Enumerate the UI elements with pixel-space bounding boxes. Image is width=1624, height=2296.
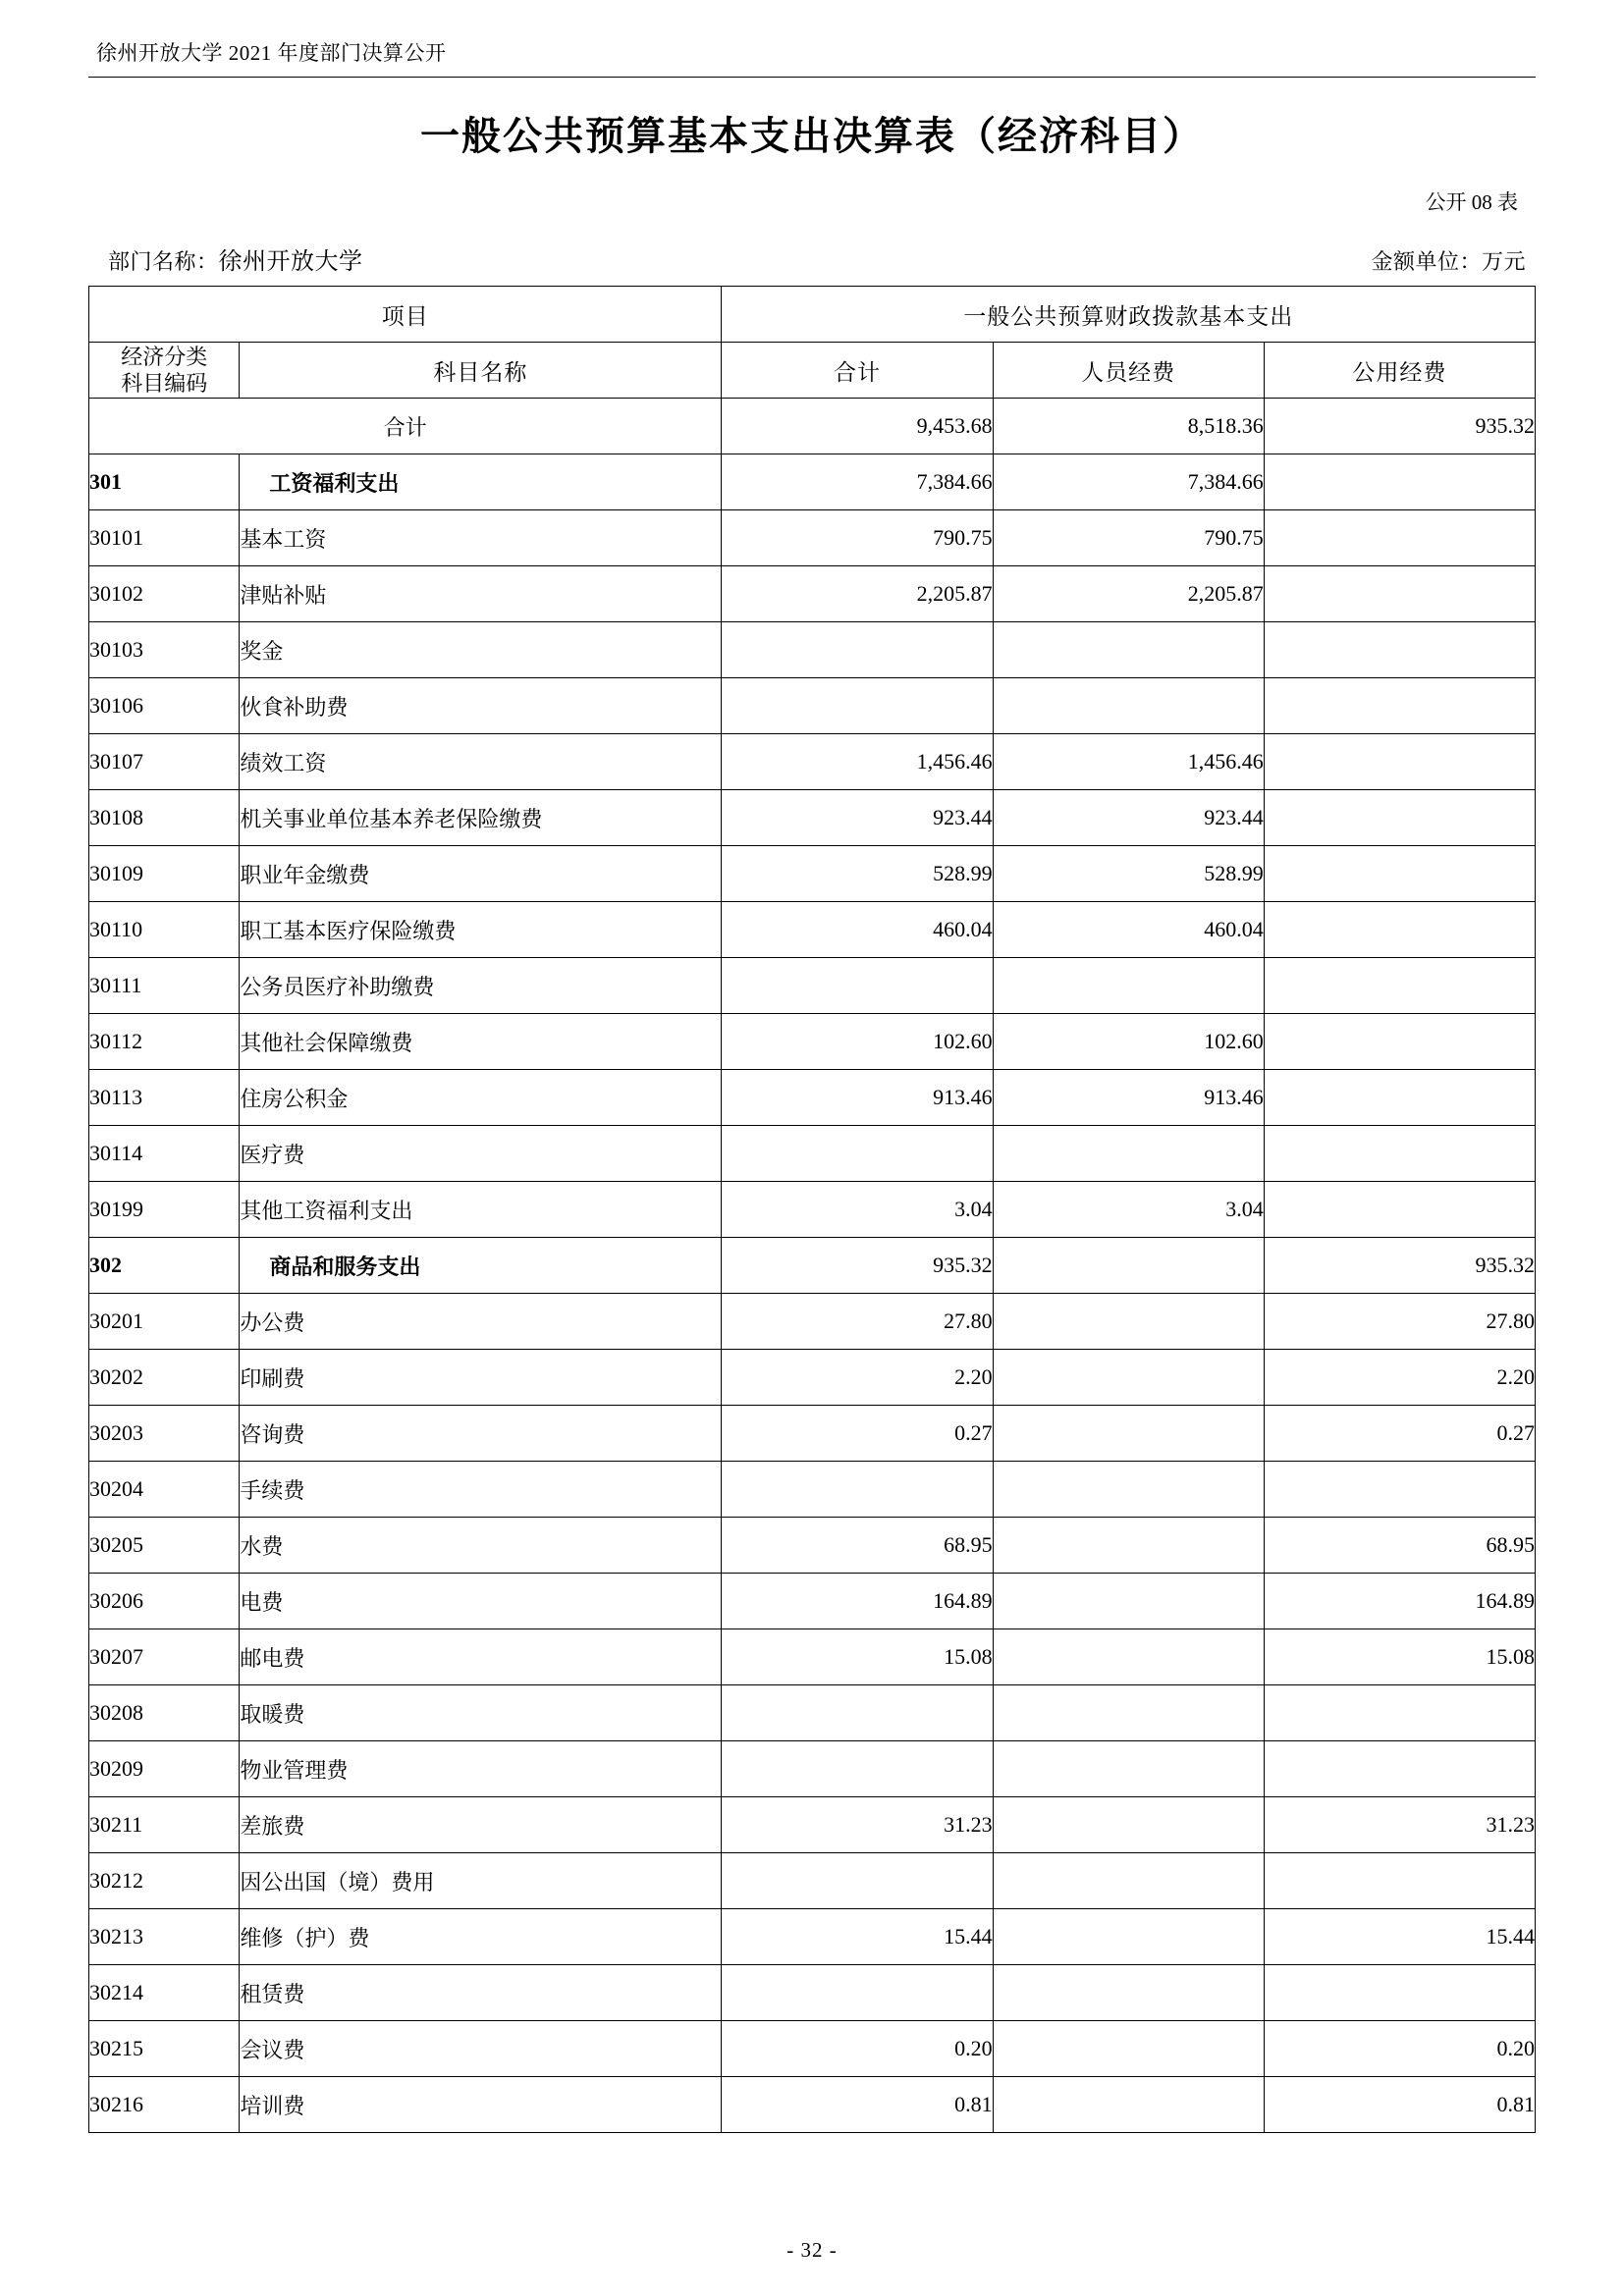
- row-personnel: [993, 678, 1264, 734]
- row-total: [722, 1853, 993, 1909]
- table-row: [89, 1853, 1536, 1909]
- row-personnel: 913.46: [993, 1070, 1264, 1126]
- row-total: 460.04: [722, 902, 993, 958]
- row-total: 7,384.66: [722, 454, 993, 510]
- row-code: 30215: [89, 2021, 240, 2077]
- row-subject-name: 租赁费: [240, 1965, 722, 2021]
- row-personnel: [993, 1126, 1264, 1182]
- row-total: 102.60: [722, 1014, 993, 1070]
- header-economic-code-line1: 经济分类: [121, 344, 208, 369]
- row-public: [1264, 1685, 1535, 1741]
- row-total: 0.81: [722, 2077, 993, 2133]
- table-row: [89, 790, 1536, 846]
- header-project: 项目: [89, 287, 722, 343]
- row-total: [722, 1741, 993, 1797]
- table-row: [89, 454, 1536, 510]
- table-header-row: [89, 343, 1536, 399]
- sheet-number: 公开 08 表: [1425, 190, 1518, 214]
- row-code: 30101: [89, 510, 240, 566]
- page-title: 一般公共预算基本支出决算表（经济科目）: [420, 114, 1204, 158]
- table-row: [89, 2021, 1536, 2077]
- row-personnel: [993, 1350, 1264, 1406]
- row-personnel: [993, 2021, 1264, 2077]
- row-total: 0.20: [722, 2021, 993, 2077]
- row-total: 27.80: [722, 1294, 993, 1350]
- row-personnel: [993, 1574, 1264, 1629]
- row-subject-name: 水费: [240, 1518, 722, 1574]
- row-public: [1264, 1182, 1535, 1238]
- row-public: 0.27: [1264, 1406, 1535, 1462]
- row-public: [1264, 1070, 1535, 1126]
- row-total: 68.95: [722, 1518, 993, 1574]
- row-subject-name: 其他社会保障缴费: [240, 1014, 722, 1070]
- row-subject-name: 差旅费: [240, 1797, 722, 1853]
- table-row: [89, 1350, 1536, 1406]
- header-funding: 一般公共预算财政拨款基本支出: [722, 287, 1536, 343]
- row-public: 935.32: [1264, 1238, 1535, 1294]
- row-public: [1264, 1126, 1535, 1182]
- row-subject-name: 物业管理费: [240, 1741, 722, 1797]
- meta-row: [88, 241, 1536, 286]
- row-total: 2,205.87: [722, 566, 993, 622]
- table-row: [89, 1518, 1536, 1574]
- row-personnel: [993, 1518, 1264, 1574]
- header-economic-code: [89, 343, 240, 399]
- row-subject-name: 绩效工资: [240, 734, 722, 790]
- row-subject-name: 职工基本医疗保险缴费: [240, 902, 722, 958]
- row-code: 30201: [89, 1294, 240, 1350]
- table-row: [89, 566, 1536, 622]
- row-code: 30212: [89, 1853, 240, 1909]
- row-code: 30208: [89, 1685, 240, 1741]
- table-body: [89, 399, 1536, 2133]
- row-subject-name: 伙食补助费: [240, 678, 722, 734]
- table-row: [89, 1685, 1536, 1741]
- row-public: 2.20: [1264, 1350, 1535, 1406]
- row-public: [1264, 454, 1535, 510]
- table-row: [89, 2077, 1536, 2133]
- row-subject-name: 住房公积金: [240, 1070, 722, 1126]
- row-code: 30213: [89, 1909, 240, 1965]
- department-label: 部门名称：: [108, 249, 219, 274]
- table-row: [89, 1014, 1536, 1070]
- row-public: [1264, 734, 1535, 790]
- row-personnel: [993, 1294, 1264, 1350]
- row-public: 0.20: [1264, 2021, 1535, 2077]
- row-public: [1264, 958, 1535, 1014]
- row-total: 528.99: [722, 846, 993, 902]
- row-personnel: [993, 1238, 1264, 1294]
- row-subject-name: 津贴补贴: [240, 566, 722, 622]
- row-code: 30113: [89, 1070, 240, 1126]
- row-public: [1264, 678, 1535, 734]
- row-subject-name: 维修（护）费: [240, 1909, 722, 1965]
- row-personnel: [993, 2077, 1264, 2133]
- row-total: [722, 1685, 993, 1741]
- row-subject-name: 奖金: [240, 622, 722, 678]
- table-row: [89, 902, 1536, 958]
- row-total: 923.44: [722, 790, 993, 846]
- table-row: [89, 1294, 1536, 1350]
- row-subject-name: 医疗费: [240, 1126, 722, 1182]
- row-public: 31.23: [1264, 1797, 1535, 1853]
- table-row: [89, 678, 1536, 734]
- table-row: [89, 622, 1536, 678]
- row-total: 2.20: [722, 1350, 993, 1406]
- row-public: 15.08: [1264, 1629, 1535, 1685]
- row-total: 790.75: [722, 510, 993, 566]
- row-personnel: [993, 1965, 1264, 2021]
- row-subject-name: 培训费: [240, 2077, 722, 2133]
- row-subject-name: 基本工资: [240, 510, 722, 566]
- row-subject-name: 印刷费: [240, 1350, 722, 1406]
- row-personnel: [993, 1853, 1264, 1909]
- row-total: [722, 1462, 993, 1518]
- header-economic-code-line2: 科目编码: [121, 371, 208, 396]
- summary-row: [89, 399, 1536, 454]
- row-subject-name: 职业年金缴费: [240, 846, 722, 902]
- summary-label: 合计: [89, 399, 722, 454]
- row-subject-name: 因公出国（境）费用: [240, 1853, 722, 1909]
- row-personnel: [993, 1406, 1264, 1462]
- row-public: [1264, 846, 1535, 902]
- row-public: [1264, 1462, 1535, 1518]
- row-code: 30214: [89, 1965, 240, 2021]
- table-header-group-row: [89, 287, 1536, 343]
- row-subject-name: 取暖费: [240, 1685, 722, 1741]
- row-total: [722, 1965, 993, 2021]
- row-public: 164.89: [1264, 1574, 1535, 1629]
- row-personnel: 102.60: [993, 1014, 1264, 1070]
- table-row: [89, 1629, 1536, 1685]
- row-code: 30205: [89, 1518, 240, 1574]
- row-total: 0.27: [722, 1406, 993, 1462]
- row-total: [722, 1126, 993, 1182]
- table-row: [89, 1070, 1536, 1126]
- summary-personnel: 8,518.36: [993, 399, 1264, 454]
- row-public: [1264, 790, 1535, 846]
- table-row: [89, 1797, 1536, 1853]
- header-total: 合计: [722, 343, 993, 399]
- row-code: 30108: [89, 790, 240, 846]
- row-code: 30204: [89, 1462, 240, 1518]
- table-row: [89, 1462, 1536, 1518]
- department-info: [108, 241, 363, 276]
- row-personnel: [993, 1797, 1264, 1853]
- table-row: [89, 1741, 1536, 1797]
- row-code: 30107: [89, 734, 240, 790]
- row-personnel: 2,205.87: [993, 566, 1264, 622]
- row-personnel: [993, 1741, 1264, 1797]
- row-subject-name: 公务员医疗补助缴费: [240, 958, 722, 1014]
- row-total: 1,456.46: [722, 734, 993, 790]
- row-subject-name: 机关事业单位基本养老保险缴费: [240, 790, 722, 846]
- row-code: 30203: [89, 1406, 240, 1462]
- row-code: 30202: [89, 1350, 240, 1406]
- row-public: 27.80: [1264, 1294, 1535, 1350]
- row-personnel: 1,456.46: [993, 734, 1264, 790]
- summary-total: 9,453.68: [722, 399, 993, 454]
- table-row: [89, 734, 1536, 790]
- row-code: 30216: [89, 2077, 240, 2133]
- row-subject-name: 咨询费: [240, 1406, 722, 1462]
- row-code: 30103: [89, 622, 240, 678]
- table-row: [89, 846, 1536, 902]
- row-subject-name: 工资福利支出: [240, 454, 722, 510]
- row-personnel: 7,384.66: [993, 454, 1264, 510]
- row-personnel: 460.04: [993, 902, 1264, 958]
- header-divider: [88, 77, 1536, 78]
- table-row: [89, 1238, 1536, 1294]
- row-public: 15.44: [1264, 1909, 1535, 1965]
- row-personnel: 3.04: [993, 1182, 1264, 1238]
- row-total: [722, 622, 993, 678]
- row-subject-name: 其他工资福利支出: [240, 1182, 722, 1238]
- row-total: [722, 958, 993, 1014]
- table-row: [89, 1965, 1536, 2021]
- row-total: 15.44: [722, 1909, 993, 1965]
- row-code: 30106: [89, 678, 240, 734]
- table-row: [89, 1574, 1536, 1629]
- row-code: 30114: [89, 1126, 240, 1182]
- row-public: [1264, 1965, 1535, 2021]
- row-code: 30110: [89, 902, 240, 958]
- row-code: 30199: [89, 1182, 240, 1238]
- row-code: 30206: [89, 1574, 240, 1629]
- row-code: 302: [89, 1238, 240, 1294]
- table-row: [89, 1182, 1536, 1238]
- header-public: 公用经费: [1264, 343, 1535, 399]
- amount-unit: 金额单位：万元: [1371, 249, 1526, 274]
- row-code: 30111: [89, 958, 240, 1014]
- row-personnel: [993, 1629, 1264, 1685]
- row-public: [1264, 1741, 1535, 1797]
- row-total: 15.08: [722, 1629, 993, 1685]
- row-personnel: [993, 622, 1264, 678]
- row-total: [722, 678, 993, 734]
- row-public: [1264, 566, 1535, 622]
- row-code: 30211: [89, 1797, 240, 1853]
- header-personnel: 人员经费: [993, 343, 1264, 399]
- row-personnel: 790.75: [993, 510, 1264, 566]
- row-code: 30109: [89, 846, 240, 902]
- row-code: 30207: [89, 1629, 240, 1685]
- row-personnel: [993, 1462, 1264, 1518]
- row-code: 30102: [89, 566, 240, 622]
- row-total: 31.23: [722, 1797, 993, 1853]
- table-row: [89, 1909, 1536, 1965]
- row-code: 30209: [89, 1741, 240, 1797]
- row-subject-name: 邮电费: [240, 1629, 722, 1685]
- row-public: [1264, 510, 1535, 566]
- row-personnel: 528.99: [993, 846, 1264, 902]
- row-total: 3.04: [722, 1182, 993, 1238]
- row-total: 164.89: [722, 1574, 993, 1629]
- row-subject-name: 会议费: [240, 2021, 722, 2077]
- table-row: [89, 958, 1536, 1014]
- row-personnel: [993, 958, 1264, 1014]
- row-personnel: [993, 1909, 1264, 1965]
- row-public: 68.95: [1264, 1518, 1535, 1574]
- department-name: 徐州开放大学: [218, 249, 363, 275]
- row-total: 935.32: [722, 1238, 993, 1294]
- row-subject-name: 电费: [240, 1574, 722, 1629]
- summary-public: 935.32: [1264, 399, 1535, 454]
- row-public: [1264, 622, 1535, 678]
- row-public: 0.81: [1264, 2077, 1535, 2133]
- running-head: 徐州开放大学 2021 年度部门决算公开: [96, 41, 447, 65]
- row-personnel: 923.44: [993, 790, 1264, 846]
- table-row: [89, 510, 1536, 566]
- row-personnel: [993, 1685, 1264, 1741]
- row-public: [1264, 902, 1535, 958]
- row-code: 301: [89, 454, 240, 510]
- row-subject-name: 商品和服务支出: [240, 1238, 722, 1294]
- budget-table: [88, 286, 1536, 2133]
- row-public: [1264, 1853, 1535, 1909]
- page-number: - 32 -: [786, 2238, 838, 2262]
- row-public: [1264, 1014, 1535, 1070]
- row-code: 30112: [89, 1014, 240, 1070]
- header-subject-name: 科目名称: [240, 343, 722, 399]
- table-row: [89, 1406, 1536, 1462]
- row-subject-name: 手续费: [240, 1462, 722, 1518]
- table-row: [89, 1126, 1536, 1182]
- row-total: 913.46: [722, 1070, 993, 1126]
- row-subject-name: 办公费: [240, 1294, 722, 1350]
